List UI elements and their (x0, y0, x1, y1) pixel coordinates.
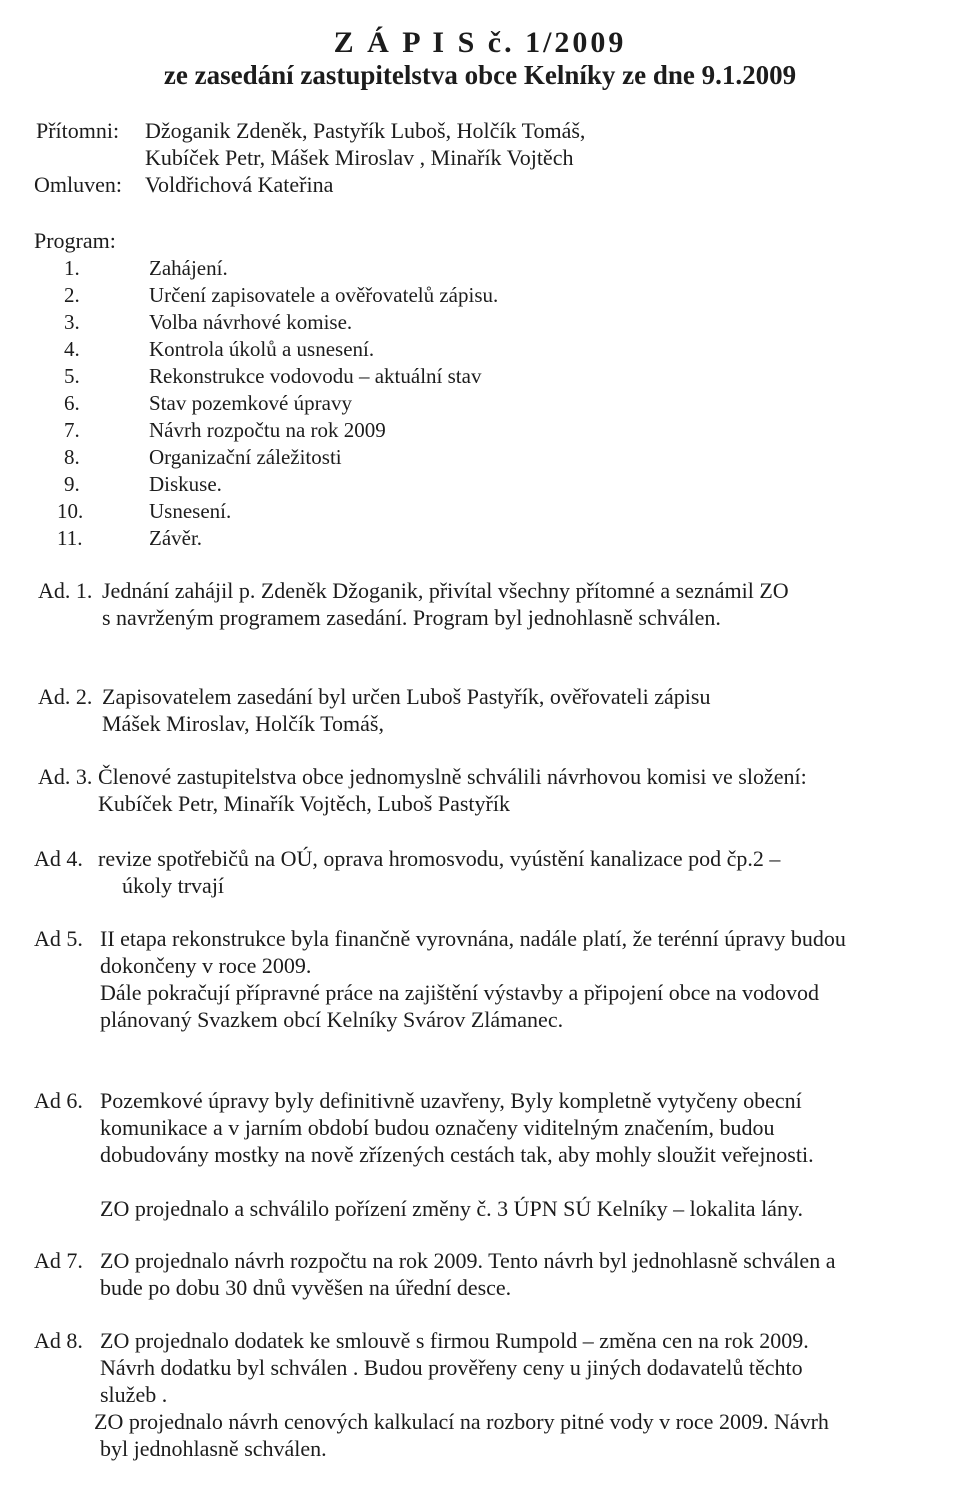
section-ad1-line: s navrženým programem zasedání. Program byl jednohlasně schválen. (102, 605, 721, 630)
section-ad6-line: ZO projednalo a schválilo pořízení změny č. 3 ÚPN SÚ Kelníky – lokalita lány. (100, 1196, 804, 1221)
section-ad4-line: úkoly trvají (122, 873, 225, 898)
program-item-number: 5. (64, 364, 80, 388)
section-label-ad8: Ad 8. (34, 1328, 83, 1353)
section-ad4-line: revize spotřebičů na OÚ, oprava hromosvodu, vyústění kanalizace pod čp.2 – (98, 846, 781, 871)
program-item: Organizační záležitosti (149, 445, 342, 469)
program-item: Rekonstrukce vodovodu – aktuální stav (149, 364, 482, 388)
program-item: Usnesení. (149, 499, 232, 523)
program-item-number: 8. (64, 445, 80, 469)
section-ad2-line: Mášek Miroslav, Holčík Tomáš, (102, 711, 384, 736)
program-item-number: 1. (64, 256, 80, 280)
section-ad1-line: Jednání zahájil p. Zdeněk Džoganik, přivítal všechny přítomné a seznámil ZO (102, 578, 789, 603)
section-ad7-line: ZO projednalo návrh rozpočtu na rok 2009. Tento návrh byl jednohlasně schválen a (100, 1248, 836, 1273)
program-item-number: 9. (64, 472, 80, 496)
section-label-ad2: Ad. 2. (38, 684, 93, 709)
document-title: Z Á P I S č. 1/2009 (333, 26, 627, 59)
section-ad6-line: Pozemkové úpravy byly definitivně uzavřeny, Byly kompletně vytyčeny obecní (100, 1088, 802, 1113)
section-ad8-line: ZO projednalo dodatek ke smlouvě s firmou Rumpold – změna cen na rok 2009. (100, 1328, 809, 1353)
section-ad6-line: komunikace a v jarním období budou označeny viditelným značením, budou (100, 1115, 775, 1140)
section-ad6-line: dobudovány mostky na nově zřízených cestách tak, aby mohly sloužit veřejnosti. (100, 1142, 814, 1167)
program-label: Program: (34, 228, 116, 253)
section-ad3-line: Členové zastupitelstva obce jednomyslně schválili návrhovou komisi ve složení: (98, 764, 807, 789)
program-item-number: 2. (64, 283, 80, 307)
section-ad5-line: dokončeny v roce 2009. (100, 953, 312, 978)
section-ad5-line: II etapa rekonstrukce byla finančně vyrovnána, nadále platí, že terénní úpravy budou (100, 926, 846, 951)
section-ad8-line: služeb . (100, 1382, 168, 1407)
present-label: Přítomni: (36, 118, 120, 143)
section-ad2-line: Zapisovatelem zasedání byl určen Luboš Pastyřík, ověřovateli zápisu (102, 684, 711, 709)
program-item-number: 7. (64, 418, 80, 442)
section-label-ad3: Ad. 3. (38, 764, 93, 789)
program-item: Určení zapisovatele a ověřovatelů zápisu. (149, 283, 499, 307)
excused-label: Omluven: (34, 172, 122, 197)
section-ad8-line: byl jednohlasně schválen. (100, 1436, 327, 1461)
section-label-ad5: Ad 5. (34, 926, 83, 951)
program-item-number: 11. (57, 526, 83, 550)
program-item: Závěr. (149, 526, 203, 550)
program-item: Kontrola úkolů a usnesení. (149, 337, 375, 361)
excused-value: Voldřichová Kateřina (145, 172, 334, 197)
program-item: Stav pozemkové úpravy (149, 391, 352, 415)
program-item-number: 6. (64, 391, 80, 415)
section-ad7-line: bude po dobu 30 dnů vyvěšen na úřední desce. (100, 1275, 512, 1300)
section-label-ad4: Ad 4. (34, 846, 83, 871)
program-item: Volba návrhové komise. (149, 310, 353, 334)
section-ad8-line: ZO projednalo návrh cenových kalkulací na rozbory pitné vody v roce 2009. Návrh (94, 1409, 829, 1434)
program-item: Návrh rozpočtu na rok 2009 (149, 418, 386, 442)
section-label-ad7: Ad 7. (34, 1248, 83, 1273)
present-list-line-2: Kubíček Petr, Mášek Miroslav , Minařík Vojtěch (145, 145, 574, 170)
program-item-number: 10. (57, 499, 84, 523)
section-ad5-line: Dále pokračují přípravné práce na zajištění výstavby a připojení obce na vodovod (100, 980, 820, 1005)
program-item: Diskuse. (149, 472, 222, 496)
program-item: Zahájení. (149, 256, 228, 280)
program-item-number: 4. (64, 337, 80, 361)
document-subtitle: ze zasedání zastupitelstva obce Kelníky ze dne 9.1.2009 (163, 60, 797, 90)
present-list-line-1: Džoganik Zdeněk, Pastyřík Luboš, Holčík Tomáš, (145, 118, 586, 143)
section-label-ad6: Ad 6. (34, 1088, 83, 1113)
section-ad8-line: Návrh dodatku byl schválen . Budou prověřeny ceny u jiných dodavatelů těchto (100, 1355, 803, 1380)
program-item-number: 3. (64, 310, 80, 334)
section-ad3-line: Kubíček Petr, Minařík Vojtěch, Luboš Pastyřík (98, 791, 510, 816)
section-ad5-line: plánovaný Svazkem obcí Kelníky Svárov Zlámanec. (100, 1007, 564, 1032)
section-label-ad1: Ad. 1. (38, 578, 93, 603)
